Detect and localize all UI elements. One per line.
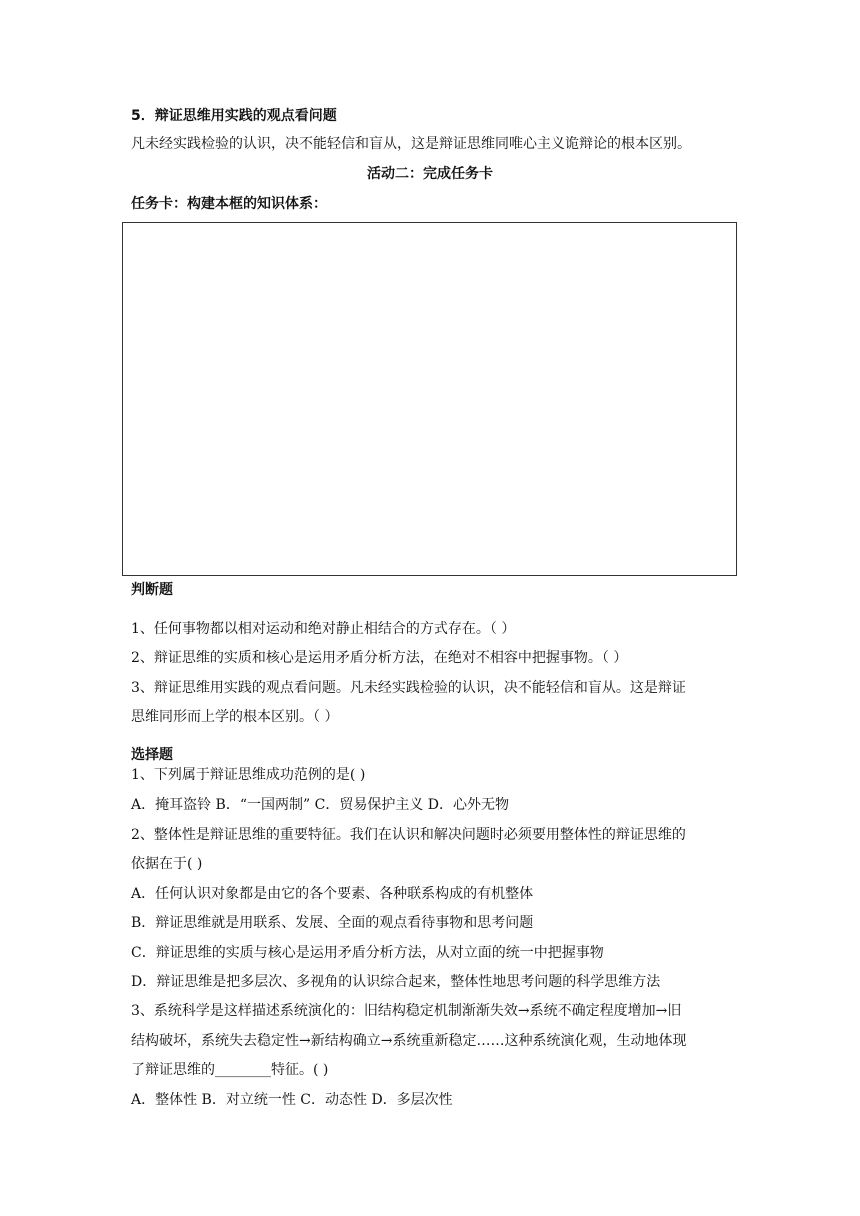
judgment-title: 判断题 (131, 582, 173, 598)
knowledge-system-box (122, 222, 737, 576)
activity-title: 活动二：完成任务卡 (367, 166, 493, 182)
choice-q2-option-b: B．辩证思维就是用联系、发展、全面的观点看待事物和思考问题 (131, 915, 534, 931)
choice-q2-option-d: D．辩证思维是把多层次、多视角的认识综合起来，整体性地思考问题的科学思维方法 (131, 974, 661, 990)
choice-q1-options: A．掩耳盗铃 B．“一国两制” C．贸易保护主义 D．心外无物 (131, 797, 509, 813)
section5-heading: 5．辩证思维用实践的观点看问题 (131, 108, 337, 124)
choice-q1-stem: 1、下列属于辩证思维成功范例的是( ) (131, 767, 366, 783)
choice-q3-stem: 3、系统科学是这样描述系统演化的：旧结构稳定机制渐渐失效→系统不确定程度增加→旧 (131, 1003, 682, 1019)
choice-q2-option-a: A．任何认识对象都是由它的各个要素、各种联系构成的有机整体 (131, 886, 534, 902)
judgment-item-3-cont: 思维同形而上学的根本区别。（ ） (131, 709, 339, 725)
judgment-item-1: 1、任何事物都以相对运动和绝对静止相结合的方式存在。（ ） (131, 621, 516, 637)
choice-q2-stem-cont: 依据在于( ) (131, 856, 203, 872)
choice-q2-stem: 2、整体性是辩证思维的重要特征。我们在认识和解决问题时必须要用整体性的辩证思维的 (131, 827, 686, 843)
task-card-label: 任务卡：构建本框的知识体系： (131, 196, 327, 212)
judgment-item-2: 2、辩证思维的实质和核心是运用矛盾分析方法，在绝对不相容中把握事物。（ ） (131, 650, 628, 666)
choice-q2-option-c: C．辩证思维的实质与核心是运用矛盾分析方法，从对立面的统一中把握事物 (131, 945, 604, 961)
choice-q3-options: A．整体性 B．对立统一性 C．动态性 D．多层次性 (131, 1092, 453, 1108)
choice-title: 选择题 (131, 747, 173, 763)
section5-body: 凡未经实践检验的认识，决不能轻信和盲从，这是辩证思维同唯心主义诡辩论的根本区别。 (131, 136, 691, 152)
judgment-item-3: 3、辩证思维用实践的观点看问题。凡未经实践检验的认识，决不能轻信和盲从。这是辩证 (131, 680, 686, 696)
choice-q3-stem-cont1: 结构破坏，系统失去稳定性→新结构确立→系统重新稳定……这种系统演化观，生动地体现 (131, 1033, 687, 1049)
choice-q3-stem-cont2: 了辩证思维的________特征。( ) (131, 1062, 329, 1078)
